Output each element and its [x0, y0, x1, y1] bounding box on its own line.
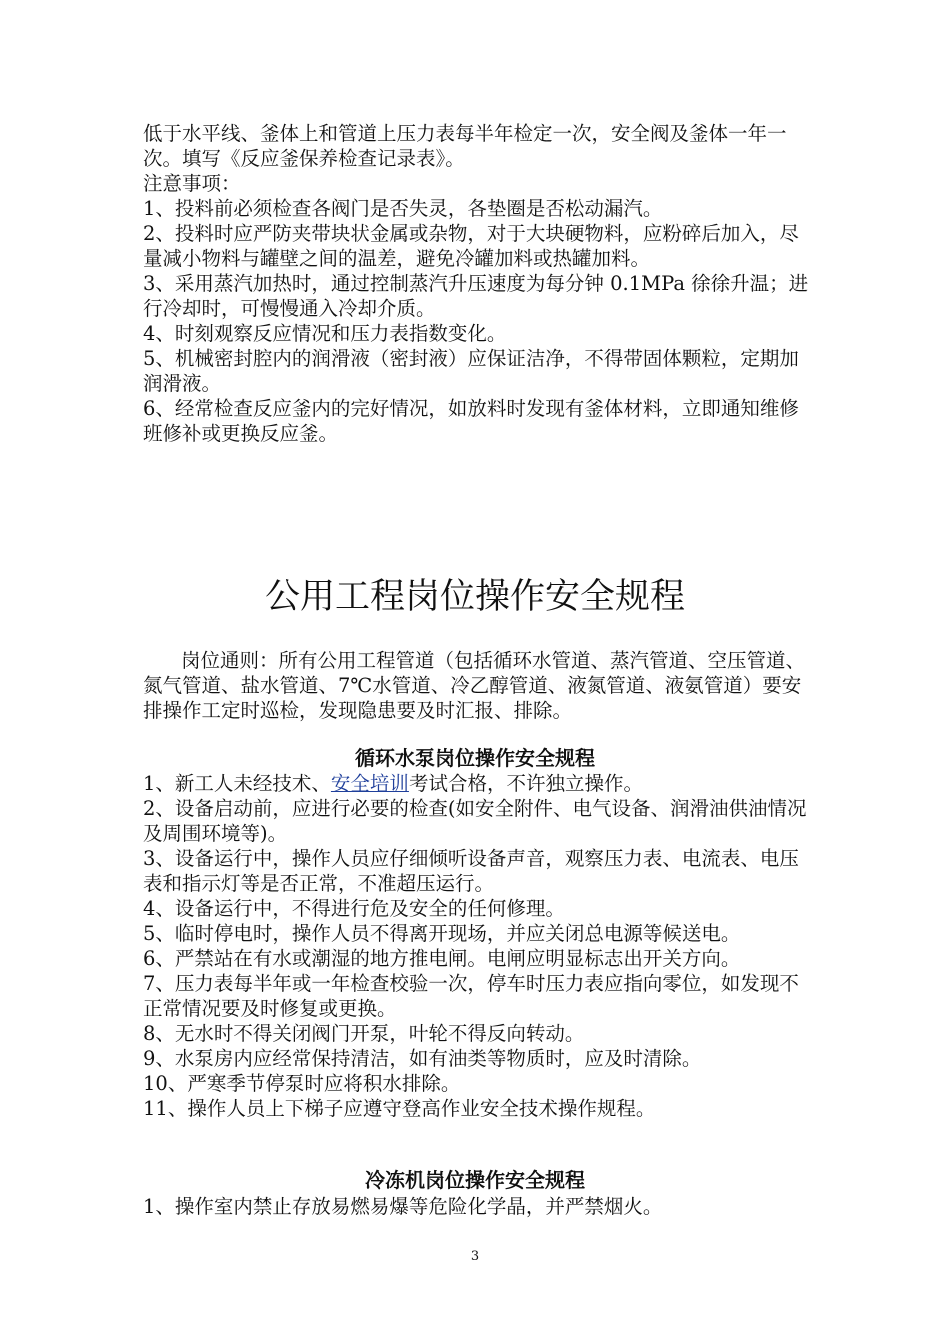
list-item: 9、水泵房内应经常保持清洁，如有油类等物质时，应及时清除。 [143, 1047, 702, 1070]
list-item: 5、机械密封腔内的润滑液（密封液）应保证洁净，不得带固体颗粒，定期加润滑液。 [143, 347, 799, 395]
list-item: 6、经常检查反应釜内的完好情况，如放料时发现有釜体材料，立即通知维修班修补或更换反应釜。 [143, 397, 799, 445]
list-item: 6、严禁站在有水或潮湿的地方推电闸。电闸应明显标志出开关方向。 [143, 947, 741, 970]
list-item: 5、临时停电时，操作人员不得离开现场，并应关闭总电源等候送电。 [143, 922, 741, 945]
notes-heading: 注意事项： [143, 172, 241, 195]
general-rules-paragraph: 岗位通则：所有公用工程管道（包括循环水管道、蒸汽管道、空压管道、氮气管道、盐水管道、7℃水管道、冷乙醇管道、液氮管道、液氨管道）要安排操作工定时巡检，发现隐患要及时汇报、排除。 [143, 649, 806, 722]
list-item-text: 考试合格，不许独立操作。 [408, 772, 643, 795]
list-item: 10、严寒季节停泵时应将积水排除。 [143, 1072, 461, 1095]
list-item-text: 1、新工人未经技术、 [143, 772, 331, 795]
section-title-refrigerator: 冷冻机岗位操作安全规程 [365, 1168, 585, 1192]
page-number: 3 [470, 1249, 480, 1264]
page-title: 公用工程岗位操作安全规程 [264, 577, 685, 617]
safety-training-link[interactable]: 安全培训 [330, 772, 409, 795]
list-item: 2、设备启动前，应进行必要的检查(如安全附件、电气设备、润滑油供油情况及周围环境等)。 [143, 797, 807, 845]
refrigerator-rules [143, 1194, 815, 1219]
section-title-circulating-pump: 循环水泵岗位操作安全规程 [355, 746, 595, 770]
list-item: 3、设备运行中，操作人员应仔细倾听设备声音，观察压力表、电流表、电压表和指示灯等是否正常，不准超压运行。 [143, 847, 799, 895]
list-item: 4、时刻观察反应情况和压力表指数变化。 [143, 322, 507, 345]
list-item: 7、压力表每半年或一年检查校验一次，停车时压力表应指向零位，如发现不正常情况要及时修复或更换。 [143, 972, 799, 1020]
list-item [143, 771, 815, 796]
maintenance-notes-block [143, 121, 815, 446]
list-item: 1、投料前必须检查各阀门是否失灵，各垫圈是否松动漏汽。 [143, 197, 663, 220]
list-item: 2、投料时应严防夹带块状金属或杂物，对于大块硬物料，应粉碎后加入，尽量减小物料与罐壁之间的温差，避免冷罐加料或热罐加料。 [143, 222, 799, 270]
list-item: 1、操作室内禁止存放易燃易爆等危险化学晶，并严禁烟火。 [143, 1195, 663, 1218]
general-rules-block [143, 648, 815, 723]
paragraph: 低于水平线、釜体上和管道上压力表每半年检定一次，安全阀及釜体一年一次。填写《反应釜保养检查记录表》。 [143, 122, 787, 170]
list-item: 11、操作人员上下梯子应遵守登高作业安全技术操作规程。 [143, 1097, 656, 1120]
circulating-pump-rules [143, 771, 815, 1121]
list-item: 4、设备运行中，不得进行危及安全的任何修理。 [143, 897, 565, 920]
list-item: 8、无水时不得关闭阀门开泵，叶轮不得反向转动。 [143, 1022, 585, 1045]
list-item: 3、采用蒸汽加热时，通过控制蒸汽升压速度为每分钟 0.1MPa 徐徐升温；进行冷却时，可慢慢通入冷却介质。 [143, 272, 809, 320]
